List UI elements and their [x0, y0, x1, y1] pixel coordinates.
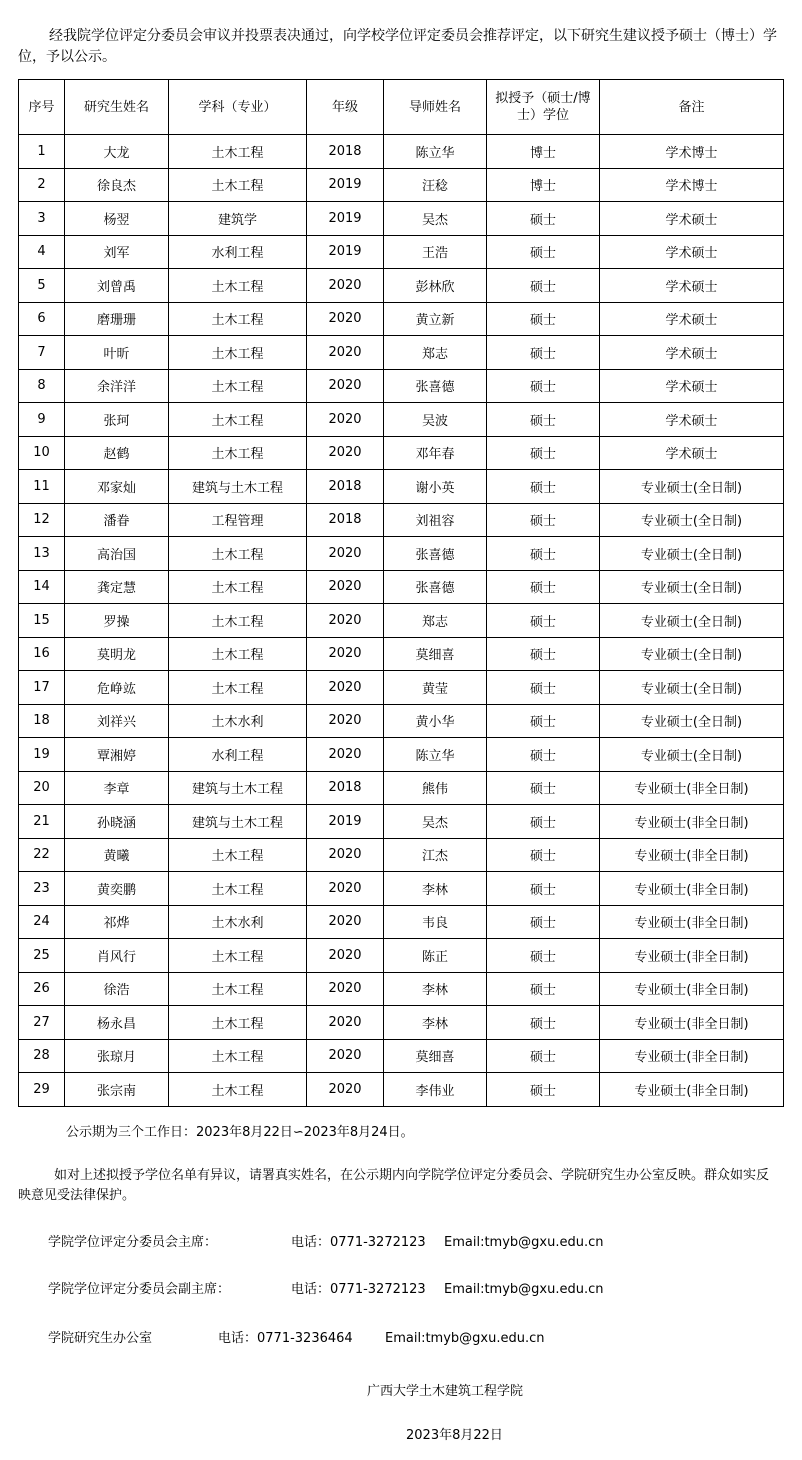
cell-index: 5 [19, 269, 65, 303]
cell-grade: 2020 [307, 671, 384, 705]
cell-grade: 2020 [307, 838, 384, 872]
cell-remarks: 专业硕士(全日制) [600, 537, 784, 571]
header-student-name: 研究生姓名 [65, 80, 169, 135]
cell-grade: 2019 [307, 805, 384, 839]
table-row [19, 738, 784, 772]
cell-supervisor: 陈立华 [384, 738, 487, 772]
cell-remarks: 学术博士 [600, 168, 784, 202]
table-row [19, 369, 784, 403]
table-row [19, 771, 784, 805]
cell-supervisor: 郑志 [384, 336, 487, 370]
cell-supervisor: 陈立华 [384, 135, 487, 169]
cell-student-name: 叶昕 [65, 336, 169, 370]
cell-discipline: 土木工程 [169, 671, 307, 705]
cell-student-name: 邓家灿 [65, 470, 169, 504]
header-degree: 拟授予（硕士/博士）学位 [487, 80, 600, 135]
cell-student-name: 张琼月 [65, 1039, 169, 1073]
cell-supervisor: 邓年春 [384, 436, 487, 470]
table-row [19, 302, 784, 336]
contact-email: Email:tmyb@gxu.edu.cn [385, 1331, 545, 1346]
cell-degree: 硕士 [487, 202, 600, 236]
contact-email: Email:tmyb@gxu.edu.cn [444, 1235, 604, 1250]
cell-grade: 2020 [307, 939, 384, 973]
cell-degree: 博士 [487, 168, 600, 202]
header-remarks: 备注 [600, 80, 784, 135]
cell-grade: 2020 [307, 336, 384, 370]
cell-degree: 硕士 [487, 369, 600, 403]
cell-discipline: 土木工程 [169, 1073, 307, 1107]
cell-index: 17 [19, 671, 65, 705]
cell-discipline: 土木工程 [169, 269, 307, 303]
table-row [19, 202, 784, 236]
cell-student-name: 杨翌 [65, 202, 169, 236]
cell-supervisor: 熊伟 [384, 771, 487, 805]
signature-date: 2023年8月22日 [406, 1428, 503, 1443]
cell-degree: 硕士 [487, 637, 600, 671]
cell-grade: 2020 [307, 738, 384, 772]
table-row [19, 604, 784, 638]
cell-remarks: 专业硕士(全日制) [600, 704, 784, 738]
cell-degree: 硕士 [487, 302, 600, 336]
header-index: 序号 [19, 80, 65, 135]
cell-grade: 2020 [307, 269, 384, 303]
table-row [19, 939, 784, 973]
cell-degree: 硕士 [487, 470, 600, 504]
cell-remarks: 专业硕士(非全日制) [600, 838, 784, 872]
cell-supervisor: 莫细喜 [384, 637, 487, 671]
cell-supervisor: 彭林欣 [384, 269, 487, 303]
cell-index: 7 [19, 336, 65, 370]
contact-phone: 电话：0771-3272123 [291, 1235, 426, 1250]
cell-index: 12 [19, 503, 65, 537]
cell-index: 1 [19, 135, 65, 169]
table-row [19, 1073, 784, 1107]
cell-degree: 硕士 [487, 1039, 600, 1073]
contact-role: 学院学位评定分委员会主席： [48, 1235, 218, 1250]
header-discipline: 学科（专业） [169, 80, 307, 135]
table-row [19, 905, 784, 939]
cell-remarks: 专业硕士(全日制) [600, 738, 784, 772]
cell-grade: 2020 [307, 972, 384, 1006]
cell-student-name: 覃湘婷 [65, 738, 169, 772]
cell-grade: 2018 [307, 470, 384, 504]
table-row [19, 1006, 784, 1040]
cell-grade: 2019 [307, 202, 384, 236]
contact-role: 学院研究生办公室 [48, 1331, 153, 1346]
cell-student-name: 张珂 [65, 403, 169, 437]
cell-degree: 硕士 [487, 704, 600, 738]
cell-remarks: 专业硕士(非全日制) [600, 972, 784, 1006]
cell-index: 2 [19, 168, 65, 202]
cell-remarks: 学术硕士 [600, 436, 784, 470]
cell-discipline: 土木工程 [169, 135, 307, 169]
cell-supervisor: 吴波 [384, 403, 487, 437]
cell-degree: 硕士 [487, 269, 600, 303]
cell-supervisor: 谢小英 [384, 470, 487, 504]
cell-degree: 硕士 [487, 671, 600, 705]
cell-discipline: 土木工程 [169, 872, 307, 906]
cell-discipline: 土木水利 [169, 704, 307, 738]
candidates-table [18, 79, 784, 1107]
cell-grade: 2018 [307, 135, 384, 169]
cell-discipline: 土木工程 [169, 369, 307, 403]
cell-supervisor: 汪稔 [384, 168, 487, 202]
cell-supervisor: 韦良 [384, 905, 487, 939]
cell-grade: 2020 [307, 537, 384, 571]
table-row [19, 537, 784, 571]
cell-degree: 硕士 [487, 503, 600, 537]
cell-index: 29 [19, 1073, 65, 1107]
cell-degree: 硕士 [487, 805, 600, 839]
cell-index: 26 [19, 972, 65, 1006]
cell-index: 24 [19, 905, 65, 939]
cell-grade: 2018 [307, 503, 384, 537]
cell-grade: 2020 [307, 369, 384, 403]
cell-discipline: 土木工程 [169, 637, 307, 671]
cell-student-name: 张宗南 [65, 1073, 169, 1107]
cell-index: 25 [19, 939, 65, 973]
cell-index: 11 [19, 470, 65, 504]
cell-discipline: 工程管理 [169, 503, 307, 537]
cell-discipline: 土木工程 [169, 168, 307, 202]
cell-index: 21 [19, 805, 65, 839]
table-row [19, 403, 784, 437]
cell-index: 18 [19, 704, 65, 738]
cell-supervisor: 吴杰 [384, 202, 487, 236]
cell-grade: 2020 [307, 570, 384, 604]
cell-discipline: 建筑与土木工程 [169, 470, 307, 504]
cell-degree: 硕士 [487, 604, 600, 638]
cell-remarks: 专业硕士(全日制) [600, 637, 784, 671]
cell-remarks: 学术硕士 [600, 202, 784, 236]
cell-grade: 2020 [307, 403, 384, 437]
objection-paragraph: 如对上述拟授予学位名单有异议，请署真实姓名，在公示期内向学院学位评定分委员会、学院研究生办公室反映。群众如实反映意见受法律保护。 [18, 1168, 770, 1203]
cell-discipline: 土木工程 [169, 537, 307, 571]
table-row [19, 972, 784, 1006]
cell-student-name: 罗操 [65, 604, 169, 638]
table-row [19, 135, 784, 169]
cell-grade: 2020 [307, 704, 384, 738]
cell-student-name: 龚定慧 [65, 570, 169, 604]
cell-discipline: 土木工程 [169, 336, 307, 370]
table-row [19, 235, 784, 269]
cell-index: 10 [19, 436, 65, 470]
cell-index: 20 [19, 771, 65, 805]
contact-chair [48, 1231, 603, 1250]
cell-supervisor: 张喜德 [384, 537, 487, 571]
cell-discipline: 水利工程 [169, 738, 307, 772]
cell-grade: 2020 [307, 604, 384, 638]
table-header-row [19, 80, 784, 135]
cell-discipline: 建筑与土木工程 [169, 771, 307, 805]
cell-index: 14 [19, 570, 65, 604]
cell-discipline: 土木工程 [169, 1039, 307, 1073]
cell-index: 16 [19, 637, 65, 671]
contact-phone: 电话：0771-3272123 [291, 1282, 426, 1297]
signature-org: 广西大学土木建筑工程学院 [367, 1384, 524, 1399]
cell-student-name: 磨珊珊 [65, 302, 169, 336]
cell-degree: 硕士 [487, 972, 600, 1006]
cell-remarks: 专业硕士(全日制) [600, 503, 784, 537]
cell-remarks: 学术硕士 [600, 369, 784, 403]
cell-remarks: 专业硕士(非全日制) [600, 771, 784, 805]
cell-degree: 硕士 [487, 1073, 600, 1107]
contact-vice-chair [48, 1278, 603, 1297]
cell-discipline: 土木工程 [169, 972, 307, 1006]
cell-remarks: 专业硕士(非全日制) [600, 1039, 784, 1073]
cell-index: 19 [19, 738, 65, 772]
cell-supervisor: 刘祖容 [384, 503, 487, 537]
cell-student-name: 潘眷 [65, 503, 169, 537]
table-row [19, 637, 784, 671]
cell-index: 27 [19, 1006, 65, 1040]
cell-student-name: 徐良杰 [65, 168, 169, 202]
cell-discipline: 土木工程 [169, 403, 307, 437]
cell-grade: 2020 [307, 436, 384, 470]
cell-index: 4 [19, 235, 65, 269]
table-row [19, 269, 784, 303]
cell-student-name: 祁烨 [65, 905, 169, 939]
contact-email: Email:tmyb@gxu.edu.cn [444, 1282, 604, 1297]
cell-index: 6 [19, 302, 65, 336]
cell-student-name: 高治国 [65, 537, 169, 571]
cell-supervisor: 张喜德 [384, 369, 487, 403]
cell-student-name: 杨永昌 [65, 1006, 169, 1040]
cell-degree: 硕士 [487, 1006, 600, 1040]
cell-remarks: 专业硕士(非全日制) [600, 872, 784, 906]
cell-student-name: 黄奕鹏 [65, 872, 169, 906]
table-row [19, 1039, 784, 1073]
cell-remarks: 专业硕士(全日制) [600, 570, 784, 604]
cell-student-name: 孙晓涵 [65, 805, 169, 839]
cell-degree: 硕士 [487, 570, 600, 604]
cell-discipline: 土木工程 [169, 1006, 307, 1040]
cell-index: 9 [19, 403, 65, 437]
cell-degree: 硕士 [487, 403, 600, 437]
cell-discipline: 土木水利 [169, 905, 307, 939]
cell-degree: 硕士 [487, 336, 600, 370]
cell-index: 3 [19, 202, 65, 236]
cell-student-name: 余洋洋 [65, 369, 169, 403]
cell-index: 28 [19, 1039, 65, 1073]
cell-grade: 2019 [307, 168, 384, 202]
cell-supervisor: 黄莹 [384, 671, 487, 705]
cell-supervisor: 李伟业 [384, 1073, 487, 1107]
table-body [19, 135, 784, 1107]
cell-index: 23 [19, 872, 65, 906]
notice-period: 公示期为三个工作日：2023年8月22日∽2023年8月24日。 [66, 1125, 414, 1140]
table-row [19, 436, 784, 470]
cell-supervisor: 莫细喜 [384, 1039, 487, 1073]
cell-remarks: 专业硕士(非全日制) [600, 1073, 784, 1107]
table-row [19, 872, 784, 906]
cell-student-name: 大龙 [65, 135, 169, 169]
cell-index: 13 [19, 537, 65, 571]
cell-degree: 硕士 [487, 436, 600, 470]
table-row [19, 704, 784, 738]
cell-remarks: 学术硕士 [600, 302, 784, 336]
cell-supervisor: 黄小华 [384, 704, 487, 738]
cell-supervisor: 江杰 [384, 838, 487, 872]
cell-remarks: 学术硕士 [600, 403, 784, 437]
contact-role: 学院学位评定分委员会副主席： [48, 1282, 231, 1297]
cell-degree: 硕士 [487, 905, 600, 939]
cell-student-name: 刘祥兴 [65, 704, 169, 738]
cell-grade: 2020 [307, 637, 384, 671]
cell-discipline: 土木工程 [169, 604, 307, 638]
cell-student-name: 肖风行 [65, 939, 169, 973]
table-row [19, 470, 784, 504]
cell-grade: 2020 [307, 905, 384, 939]
cell-degree: 硕士 [487, 738, 600, 772]
cell-supervisor: 王浩 [384, 235, 487, 269]
cell-grade: 2019 [307, 235, 384, 269]
cell-grade: 2020 [307, 1073, 384, 1107]
cell-discipline: 土木工程 [169, 838, 307, 872]
table-row [19, 336, 784, 370]
cell-student-name: 徐浩 [65, 972, 169, 1006]
cell-discipline: 土木工程 [169, 939, 307, 973]
cell-remarks: 专业硕士(非全日制) [600, 805, 784, 839]
cell-remarks: 专业硕士(全日制) [600, 671, 784, 705]
cell-discipline: 水利工程 [169, 235, 307, 269]
contact-graduate-office [48, 1327, 544, 1346]
header-supervisor: 导师姓名 [384, 80, 487, 135]
cell-student-name: 刘曾禹 [65, 269, 169, 303]
cell-student-name: 莫明龙 [65, 637, 169, 671]
table-row [19, 168, 784, 202]
header-grade: 年级 [307, 80, 384, 135]
cell-index: 15 [19, 604, 65, 638]
cell-degree: 硕士 [487, 872, 600, 906]
cell-student-name: 危峥竑 [65, 671, 169, 705]
cell-grade: 2018 [307, 771, 384, 805]
cell-degree: 硕士 [487, 235, 600, 269]
cell-supervisor: 吴杰 [384, 805, 487, 839]
cell-degree: 硕士 [487, 838, 600, 872]
cell-student-name: 黄曦 [65, 838, 169, 872]
cell-grade: 2020 [307, 872, 384, 906]
cell-discipline: 建筑学 [169, 202, 307, 236]
cell-index: 22 [19, 838, 65, 872]
cell-grade: 2020 [307, 302, 384, 336]
cell-index: 8 [19, 369, 65, 403]
cell-degree: 硕士 [487, 771, 600, 805]
intro-paragraph: 经我院学位评定分委员会审议并投票表决通过，向学校学位评定委员会推荐评定，以下研究生建议授予硕士（博士）学位，予以公示。 [18, 28, 777, 65]
cell-degree: 博士 [487, 135, 600, 169]
table-row [19, 503, 784, 537]
cell-student-name: 赵鹤 [65, 436, 169, 470]
cell-remarks: 专业硕士(非全日制) [600, 905, 784, 939]
cell-degree: 硕士 [487, 537, 600, 571]
cell-remarks: 学术硕士 [600, 235, 784, 269]
cell-supervisor: 张喜德 [384, 570, 487, 604]
cell-supervisor: 黄立新 [384, 302, 487, 336]
cell-remarks: 学术博士 [600, 135, 784, 169]
cell-discipline: 土木工程 [169, 436, 307, 470]
table-row [19, 838, 784, 872]
cell-remarks: 专业硕士(全日制) [600, 470, 784, 504]
cell-remarks: 专业硕士(全日制) [600, 604, 784, 638]
cell-discipline: 土木工程 [169, 570, 307, 604]
cell-discipline: 土木工程 [169, 302, 307, 336]
cell-grade: 2020 [307, 1039, 384, 1073]
cell-remarks: 学术硕士 [600, 336, 784, 370]
cell-remarks: 专业硕士(非全日制) [600, 1006, 784, 1040]
cell-supervisor: 李林 [384, 1006, 487, 1040]
cell-supervisor: 郑志 [384, 604, 487, 638]
cell-degree: 硕士 [487, 939, 600, 973]
cell-student-name: 李章 [65, 771, 169, 805]
table-row [19, 671, 784, 705]
contact-phone: 电话：0771-3236464 [218, 1331, 353, 1346]
cell-remarks: 专业硕士(非全日制) [600, 939, 784, 973]
cell-discipline: 建筑与土木工程 [169, 805, 307, 839]
cell-supervisor: 陈正 [384, 939, 487, 973]
cell-supervisor: 李林 [384, 872, 487, 906]
cell-grade: 2020 [307, 1006, 384, 1040]
cell-student-name: 刘军 [65, 235, 169, 269]
table-row [19, 805, 784, 839]
table-row [19, 570, 784, 604]
cell-remarks: 学术硕士 [600, 269, 784, 303]
cell-supervisor: 李林 [384, 972, 487, 1006]
